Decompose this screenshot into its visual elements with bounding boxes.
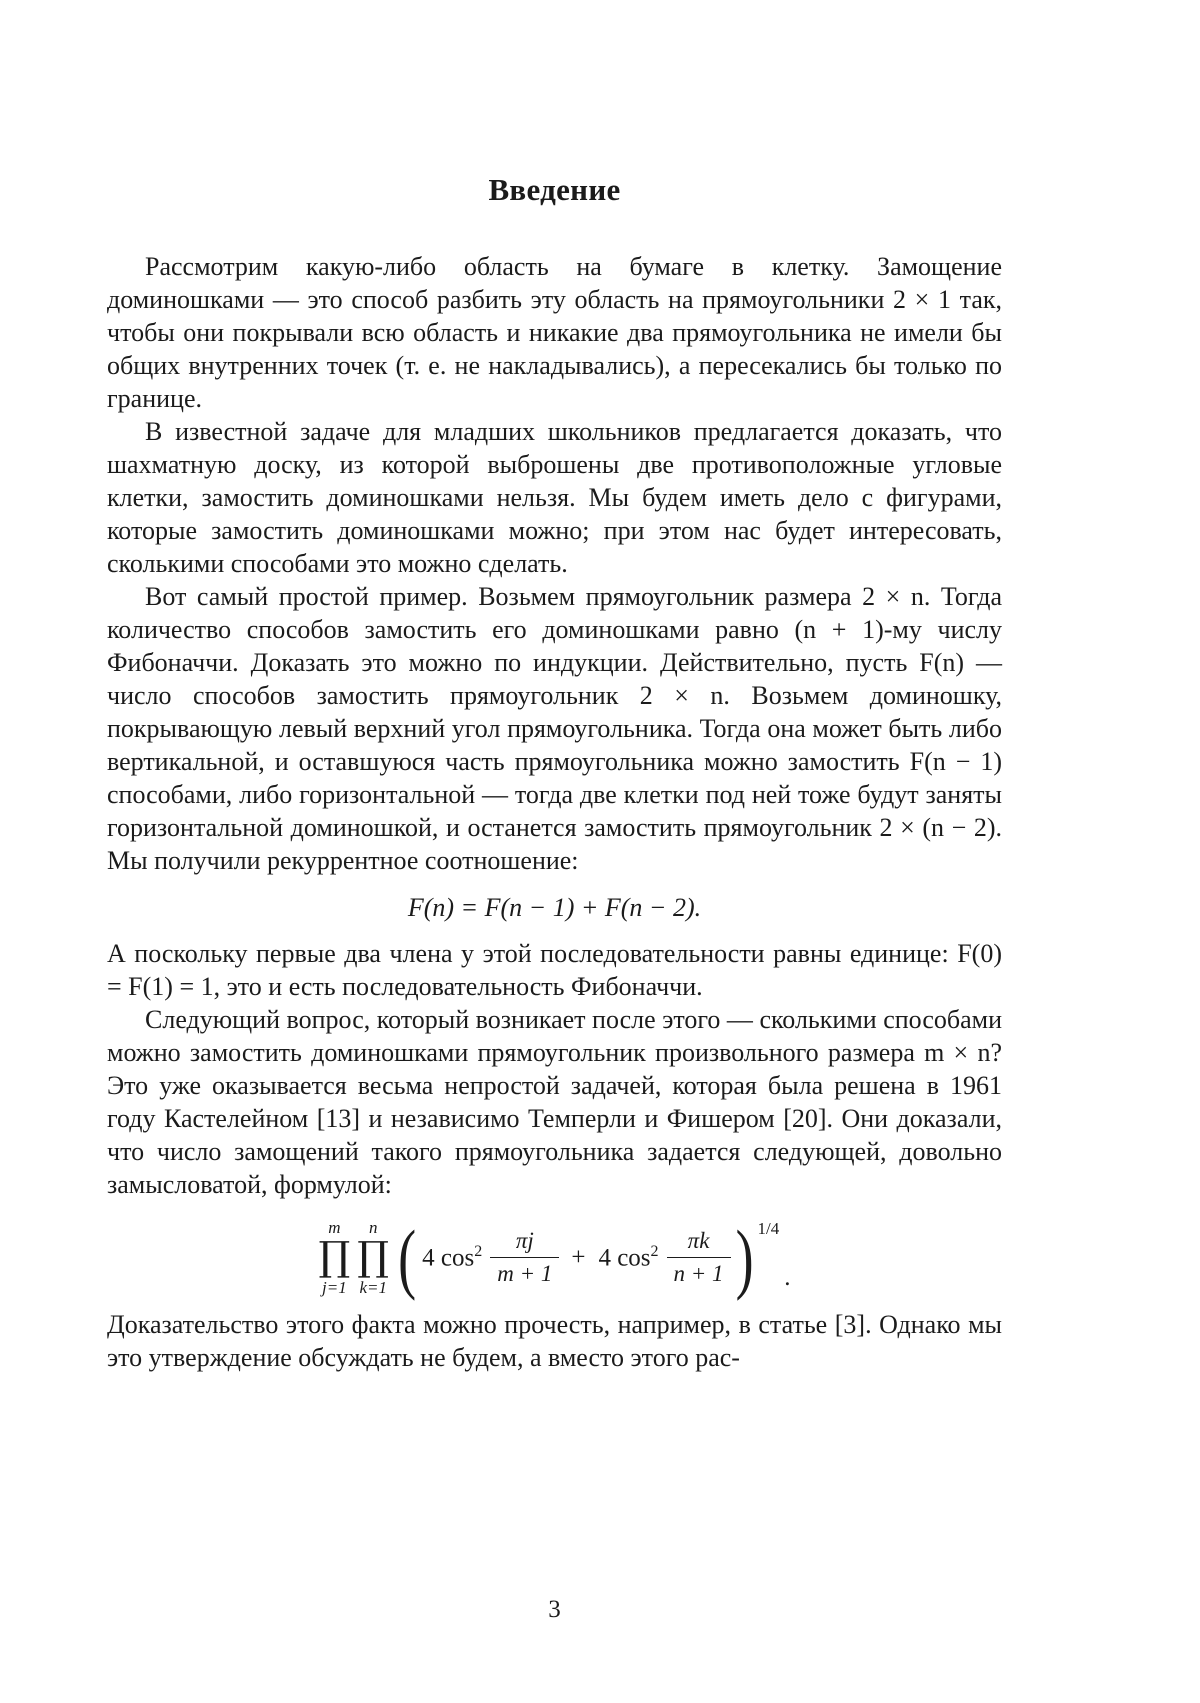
product-operator — [357, 1219, 389, 1296]
page-number: 3 — [548, 1596, 561, 1623]
paragraph: Вот самый простой пример. Возьмем прямоугольник размера 2 × n. Тогда количество способов замостить его доминошками равно (n + 1)-му числу Фибоначчи. Доказать это можно по индукции. Действительно, пусть F(n) — число способов замостить прямоугольник 2 × n. Возьмем доминошку, покрывающую левый верхний угол прямоугольника. Тогда она может быть либо вертикальной, и оставшуюся часть прямоугольника можно замостить F(n − 1) способами, либо горизонтальной — тогда две клетки под ней тоже будут заняты горизонтальной доминошкой, и останется замостить прямоугольник 2 × (n − 2). Мы получили рекуррентное соотношение: — [107, 582, 1002, 875]
kasteleyn-temperley-fisher-formula — [107, 1214, 1002, 1301]
cosine-power: 2 — [650, 1242, 659, 1260]
product-lower-limit: k=1 — [359, 1278, 387, 1297]
formula-exponent: 1/4 — [757, 1219, 780, 1238]
fraction-numerator: πj — [515, 1227, 534, 1253]
fraction-denominator: m + 1 — [490, 1257, 559, 1287]
paragraph: В известной задаче для младших школьников предлагается доказать, что шахматную доску, из которой выброшены две противоположные угловые клетки, замостить доминошками нельзя. Мы будем иметь дело с фигурами, которые замостить доминошками можно; при этом нас будет интересовать, сколькими способами это можно сделать. — [107, 417, 1002, 578]
product-upper-limit: m — [328, 1218, 341, 1237]
fibonacci-recurrence-formula: F(n) = F(n − 1) + F(n − 2). — [407, 893, 702, 922]
cosine-power: 2 — [474, 1242, 483, 1260]
chapter-title: Введение — [488, 172, 621, 207]
cosine-term — [598, 1243, 658, 1272]
product-lower-limit: j=1 — [322, 1278, 347, 1297]
formula-period: . — [784, 1264, 791, 1291]
paragraph: Рассмотрим какую-либо область на бумаге в клетку. Замощение доминошками — это способ разбить эту область на прямоугольники 2 × 1 так, чтобы они покрывали всю область и никакие два прямоугольника не имели бы общих внутренних точек (т. е. не накладывались), а пересекались бы только по границе. — [107, 252, 1002, 413]
plus-sign: + — [571, 1243, 586, 1271]
fraction — [667, 1228, 731, 1288]
cosine-coefficient: 4 cos — [598, 1244, 651, 1272]
text-block — [107, 0, 1002, 1374]
fraction-numerator: πk — [687, 1227, 710, 1253]
paragraph: А поскольку первые два члена у этой последовательности равны единице: F(0) = F(1) = 1, это и есть последовательность Фибоначчи. — [107, 939, 1002, 1001]
paragraph: Доказательство этого факта можно прочесть, например, в статье [3]. Однако мы это утверждение обсуждать не будем, а вместо этого рас- — [107, 1310, 1002, 1372]
product-upper-limit: n — [368, 1218, 378, 1237]
product-operator — [318, 1219, 350, 1296]
open-parenthesis: ( — [398, 1214, 417, 1301]
close-parenthesis: ) — [735, 1214, 754, 1301]
paragraph: Следующий вопрос, который возникает после этого — сколькими способами можно замостить доминошками прямоугольник произвольного размера m × n? Это уже оказывается весьма непростой задачей, которая была решена в 1961 году Кастелейном [13] и независимо Темперли и Фишером [20]. Они доказали, что число замощений такого прямоугольника задается следующей, довольно замысловатой, формулой: — [107, 1005, 1002, 1199]
cosine-term — [422, 1243, 482, 1272]
fraction — [490, 1228, 559, 1288]
cosine-coefficient: 4 cos — [422, 1244, 475, 1272]
fraction-denominator: n + 1 — [667, 1257, 731, 1287]
product-symbol: ∏ — [318, 1234, 351, 1280]
product-symbol: ∏ — [357, 1234, 390, 1280]
